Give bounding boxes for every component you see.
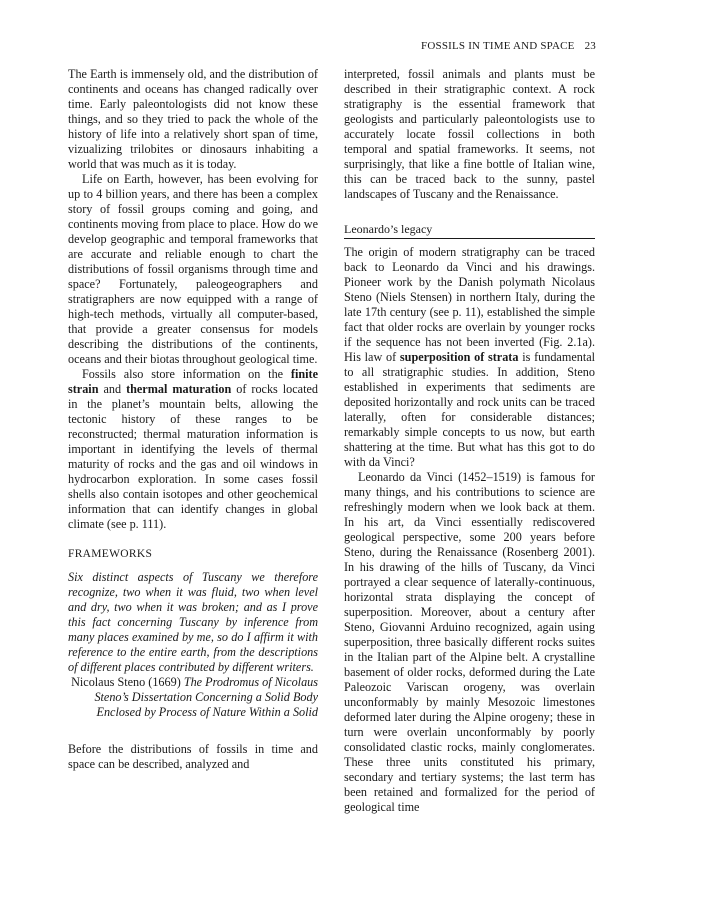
stratigraphy-paragraph: interpreted, fossil animals and plants must be described in their stratigraphic context. A rock stratigraphy is the essential framework that geologists and particularly paleontologists use to accurately locate fossil collections in both temporal and spatial frameworks. It seems, not surprisingly, that like a fine bottle of Italian wine, this can be traced back to the sunny, pastel landscapes of Tuscany and the Renaissance. bbox=[344, 67, 595, 201]
term-superposition: superposition of strata bbox=[399, 350, 519, 364]
intro-paragraph: The Earth is immensely old, and the distribution of continents and oceans has changed radically over time. Early paleontologists did not know these things, and so they tried to pack the whole of the history of life into a relatively short span of time, vizualizing trilobites or dinosaurs inhabiting a world that was much as it is today. bbox=[68, 67, 318, 171]
left-column bbox=[68, 67, 318, 772]
origin-paragraph: The origin of modern stratigraphy can be traced back to Leonardo da Vinci and his drawings. Pioneer work by the Danish polymath Nicolaus Steno (Niels Stensen) in northern Italy, during the late 17th century (see p. 11), established the simple fact that older rocks are overlain by younger rocks if the sequence has not been inverted (Fig. 2.1a). His law of superposition of strata is fundamental to all stratigraphic studies. In addition, Steno established in experiments that sediments are deposited horizontally and rock units can be traced laterally, often for considerable distances; remarkably simple concepts to us now, but earth shattering at the time. But what has this got to do with da Vinci? bbox=[344, 245, 596, 469]
section-heading-frameworks: FRAMEWORKS bbox=[68, 548, 153, 560]
epigraph-quote: Six distinct aspects of Tuscany we therefore recognize, two when it was fluid, two when level and dry, two when it was broken; and as I prove this fact concerning Tuscany by inference from many places examined by me, so do I affirm it with reference to the entire earth, from the descriptions of different places contributed by different writers. bbox=[68, 570, 318, 674]
epigraph-attribution bbox=[68, 675, 318, 720]
right-column bbox=[344, 67, 595, 815]
frameworks-paragraph: Before the distributions of fossils in time and space can be described, analyzed and bbox=[68, 742, 318, 771]
fossil-information-paragraph: Fossils also store information on the finite strain and thermal maturation of rocks located in the planet’s mountain belts, allowing the tectonic history of these ranges to be reconstructed; thermal maturation information is important in identifying the levels of thermal maturity of rocks and the gas and oil windows in hydrocarbon exploration. In some cases fossil shells also contain isotopes and other geochemical information that can identify changes in global climate (see p. 111). bbox=[68, 367, 318, 531]
da-vinci-paragraph: Leonardo da Vinci (1452–1519) is famous for many things, and his contributions to science are refreshingly modern when we look back at them. In his art, da Vinci essentially rediscovered geological perspective, some 200 years before Steno, during the Renaissance (Rosenberg 2001). In his drawing of the hills of Tuscany, da Vinci portrayed a clear sequence of laterally-continuous, horizontal strata displaying the concept of superposition. Moreover, about a century after Steno, Giovanni Arduino recognized, again using superposition, three basically different rocks suites in the Italian part of the Alpine belt. A crystalline basement of older rocks, deformed during the Late Paleozoic Variscan orogeny, was overlain unconformably by mainly Mesozoic limestones deformed later during the Alpine orogeny; these in turn were overlain unconformably by poorly consolidated clastic rocks, mainly conglomerates. These three units constituted his primary, secondary and tertiary systems; the last term has been retained and formalized for the period of geological time bbox=[344, 470, 595, 814]
running-head bbox=[421, 40, 596, 52]
term-finite-strain: finite strain bbox=[68, 367, 318, 396]
attribution-author: Nicolaus Steno (1669) bbox=[71, 675, 181, 689]
page-number: 23 bbox=[584, 40, 596, 52]
section-heading-leonardo: Leonardo’s legacy bbox=[344, 222, 595, 239]
life-on-earth-paragraph: Life on Earth, however, has been evolving for up to 4 billion years, and there has been a complex story of fossil groups coming and going, and continents moving from place to place. How do we develop geographic and temporal frameworks that are accurate and reliable enough to chart the distributions of fossil organisms through time and space? Fortunately, paleogeographers and stratigraphers are now equipped with a range of high-tech methods, virtually all computer-based, that provide a greater consensus for models describing the distributions of the continents, oceans and their biotas throughout geological time. bbox=[68, 172, 318, 366]
attribution-work: The Prodromus of Nicolaus Steno’s Dissertation Concerning a Solid Body Enclosed by Process of Nature Within a Solid bbox=[94, 675, 318, 719]
running-title: FOSSILS IN TIME AND SPACE bbox=[421, 40, 575, 52]
term-thermal-maturation: thermal maturation bbox=[126, 382, 232, 396]
